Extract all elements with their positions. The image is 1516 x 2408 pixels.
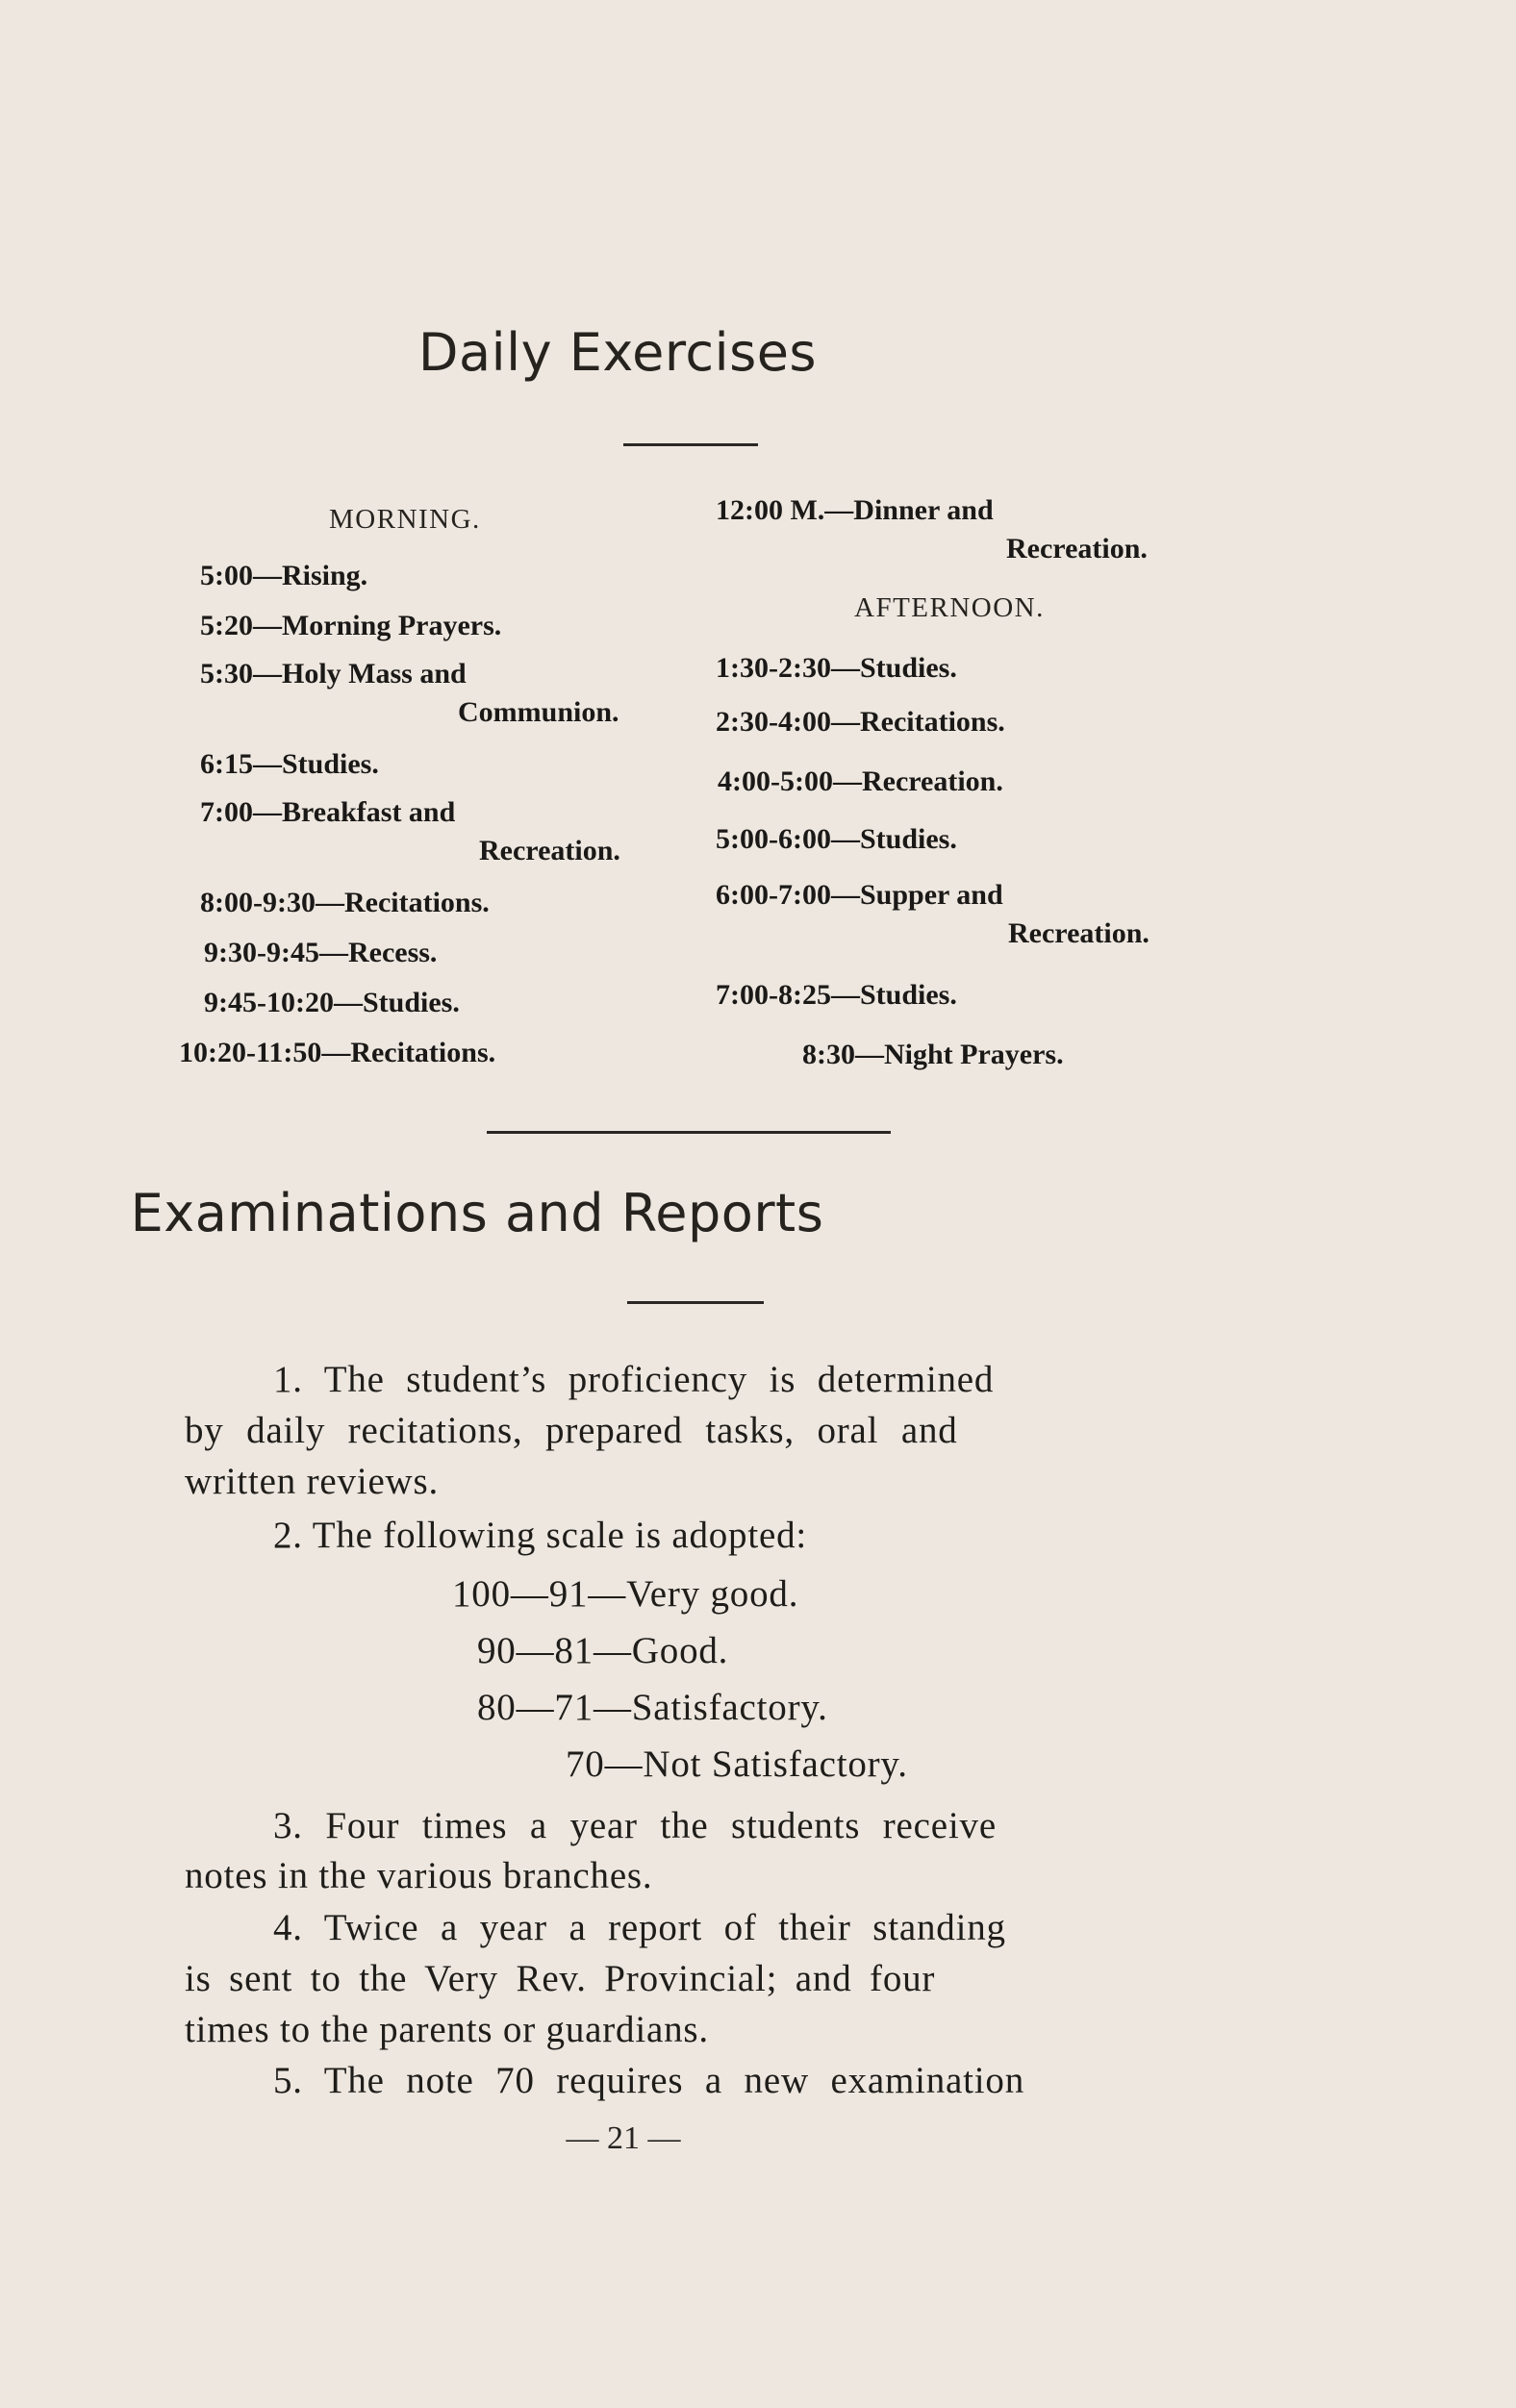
- title-underline: [627, 1301, 764, 1304]
- schedule-entry: 10:20-11:50—Recitations.: [179, 1037, 496, 1068]
- paragraph-line: is sent to the Very Rev. Provincial; and four: [185, 1958, 936, 1999]
- morning-heading: MORNING.: [329, 504, 481, 535]
- paragraph-line: 1. The student’s proficiency is determined: [273, 1359, 995, 1400]
- schedule-entry: 4:00-5:00—Recreation.: [718, 765, 1003, 797]
- schedule-entry: 1:30-2:30—Studies.: [716, 652, 957, 684]
- schedule-entry: 12:00 M.—Dinner and Recreation.: [716, 494, 1148, 564]
- paragraph-line: 2. The following scale is adopted:: [273, 1515, 808, 1556]
- scale-line: 90—81—Good.: [477, 1630, 729, 1671]
- paragraph-line: times to the parents or guardians.: [185, 2009, 709, 2050]
- paragraph-line: 4. Twice a year a report of their standing: [273, 1907, 1006, 1948]
- schedule-entry: 7:00—Breakfast and Recreation.: [200, 796, 620, 866]
- schedule-entry: 9:45-10:20—Studies.: [204, 987, 460, 1018]
- schedule-entry: 7:00-8:25—Studies.: [716, 979, 957, 1011]
- schedule-entry: 5:30—Holy Mass and Communion.: [200, 658, 619, 728]
- schedule-entry: 8:00-9:30—Recitations.: [200, 887, 490, 918]
- schedule-entry-continuation: Recreation.: [1006, 533, 1148, 564]
- schedule-entry: 9:30-9:45—Recess.: [204, 937, 438, 968]
- paragraph-line: by daily recitations, prepared tasks, oral and: [185, 1410, 958, 1451]
- schedule-entry: 5:00-6:00—Studies.: [716, 823, 957, 855]
- schedule-entry: 2:30-4:00—Recitations.: [716, 706, 1005, 738]
- title-underline: [623, 443, 758, 446]
- afternoon-heading: AFTERNOON.: [854, 592, 1045, 623]
- schedule-entry-continuation: Recreation.: [479, 835, 620, 866]
- schedule-entry: 5:00—Rising.: [200, 560, 368, 591]
- schedule-entry: 6:00-7:00—Supper and Recreation.: [716, 879, 1150, 949]
- section-divider: [487, 1131, 891, 1134]
- paragraph-line: 5. The note 70 requires a new examination: [273, 2060, 1025, 2101]
- schedule-entry: 6:15—Studies.: [200, 748, 379, 780]
- scale-line: 80—71—Satisfactory.: [477, 1687, 828, 1728]
- section-title-examinations: Examinations and Reports: [130, 1183, 824, 1243]
- schedule-entry-continuation: Communion.: [458, 696, 619, 728]
- schedule-entry-continuation: Recreation.: [1008, 917, 1150, 949]
- scale-line: 70—Not Satisfactory.: [566, 1743, 908, 1785]
- section-title-daily-exercises: Daily Exercises: [417, 322, 818, 383]
- scale-line: 100—91—Very good.: [452, 1573, 799, 1615]
- schedule-entry: 8:30—Night Prayers.: [802, 1039, 1064, 1070]
- page-number: — 21 —: [566, 2120, 681, 2156]
- paragraph-line: written reviews.: [185, 1461, 440, 1502]
- paragraph-line: notes in the various branches.: [185, 1855, 653, 1896]
- paragraph-line: 3. Four times a year the students receive: [273, 1805, 997, 1846]
- schedule-entry: 5:20—Morning Prayers.: [200, 610, 502, 641]
